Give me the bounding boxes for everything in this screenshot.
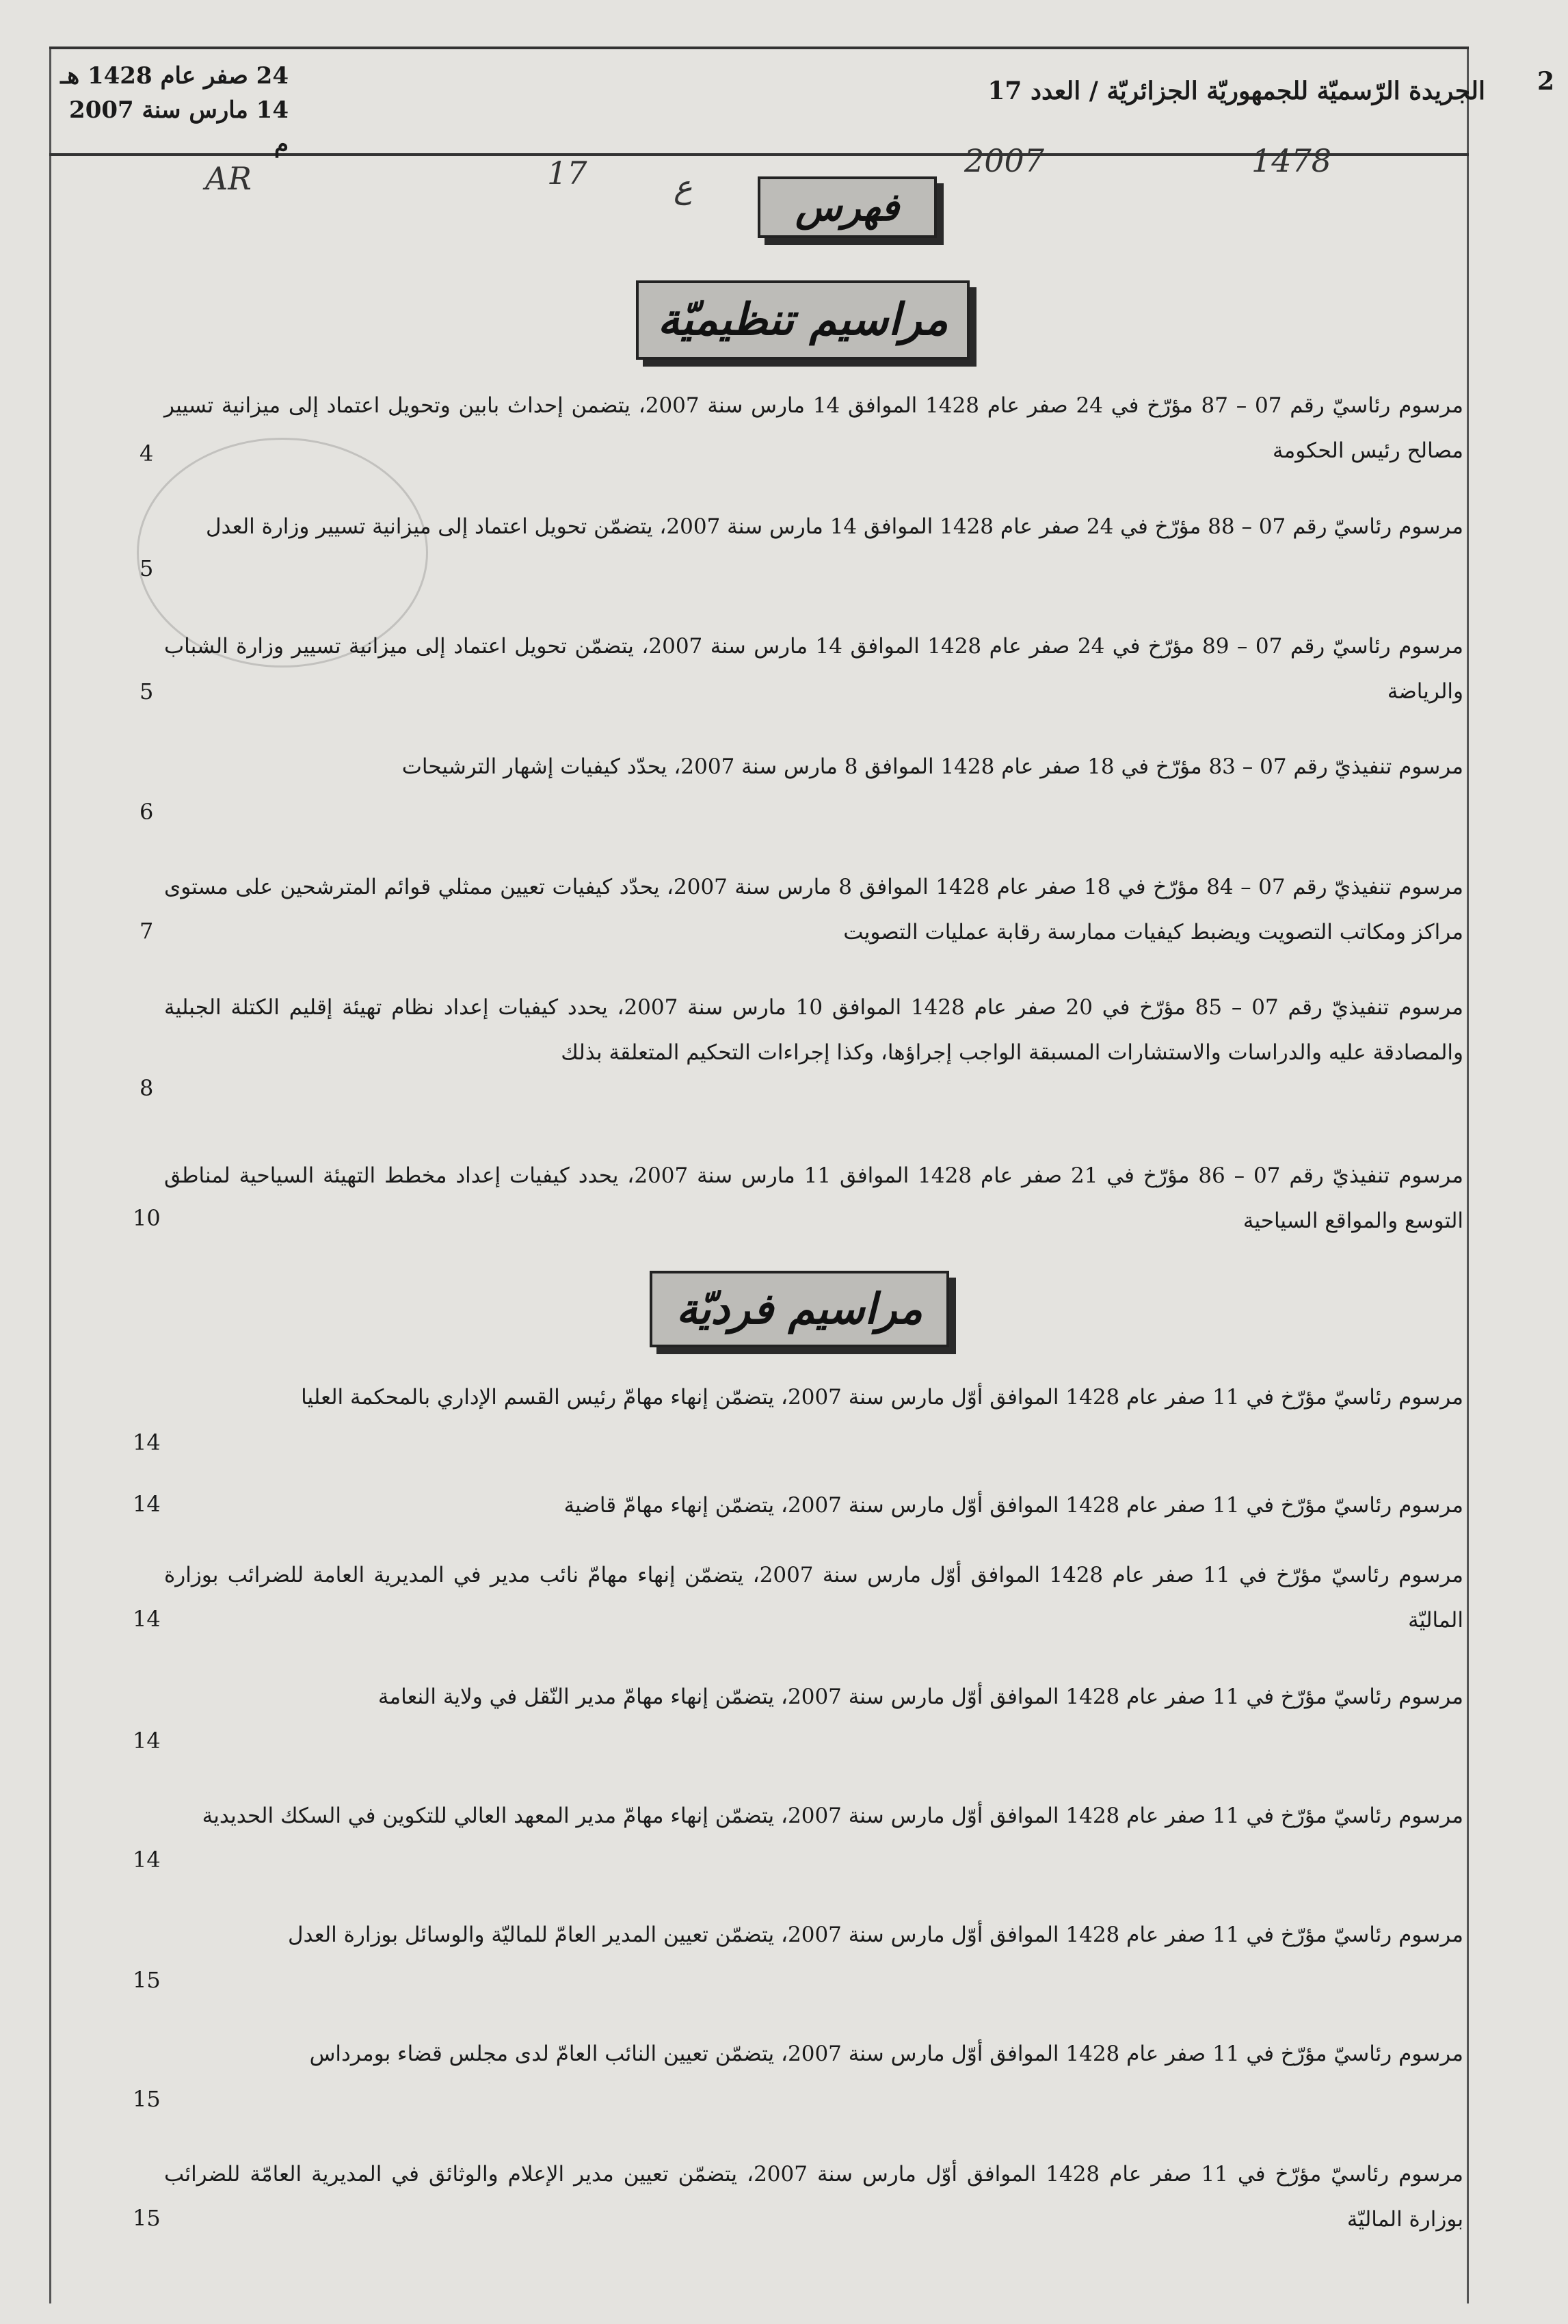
entry-page-number: 15 xyxy=(133,2086,161,2112)
header-date xyxy=(49,59,289,161)
entry-page-number: 15 xyxy=(133,1967,161,1993)
entry-text: مرسوم رئاسيّ مؤرّخ في 11 صفر عام 1428 الموافق أوّل مارس سنة 2007، يتضمّن إنهاء مهامّ قاضية xyxy=(563,1493,1463,1518)
header-date-hijri: 24 صفر عام 1428 هـ xyxy=(60,62,289,90)
entry-page-number: 15 xyxy=(133,2205,161,2231)
entry-text: مرسوم رئاسيّ رقم 07 – 87 مؤرّخ في 24 صفر عام 1428 الموافق 14 مارس سنة 2007، يتضمن إحداث بابين وتحويل اعتماد إلى ميزانية تسيير مصالح رئيس الحكومة xyxy=(164,393,1463,463)
entry-text: مرسوم رئاسيّ مؤرّخ في 11 صفر عام 1428 الموافق أوّل مارس سنة 2007، يتضمّن إنهاء مهامّ مدير المعهد العالي للتكوين في السكك الحديدية xyxy=(202,1804,1463,1828)
toc-entry[interactable] xyxy=(164,504,1463,549)
entry-text: مرسوم رئاسيّ مؤرّخ في 11 صفر عام 1428 الموافق أوّل مارس سنة 2007، يتضمّن تعيين النائب العامّ لدى مجلس قضاء بومرداس xyxy=(309,2042,1463,2066)
toc-entry[interactable] xyxy=(164,383,1463,473)
entry-page-number: 7 xyxy=(139,918,154,944)
toc-entry[interactable] xyxy=(164,1483,1463,1528)
handwritten-issue: 17 xyxy=(547,155,587,192)
entry-page-number: 10 xyxy=(133,1205,161,1231)
toc-entry[interactable] xyxy=(164,1674,1463,1719)
entry-page-number: 8 xyxy=(139,1075,154,1101)
toc-entry[interactable] xyxy=(164,1153,1463,1243)
entry-text: مرسوم تنفيذيّ رقم 07 – 85 مؤرّخ في 20 صفر عام 1428 الموافق 10 مارس سنة 2007، يحدد كيفيات إعداد نظام تهيئة إقليم الكتلة الجبلية والمصادقة عليه والدراسات والاستشارات المسبقة الواجب إجراؤها، وكذا إجراءات التحكيم المتعلقة بذلك xyxy=(164,995,1463,1065)
toc-entry[interactable] xyxy=(164,2152,1463,2242)
entry-text: مرسوم تنفيذيّ رقم 07 – 86 مؤرّخ في 21 صفر عام 1428 الموافق 11 مارس سنة 2007، يحدد كيفيات إعداد مخطط التهيئة السياحية لمناطق التوسع والمواقع السياحية xyxy=(164,1163,1464,1233)
entry-text: مرسوم رئاسيّ مؤرّخ في 11 صفر عام 1428 الموافق أوّل مارس سنة 2007، يتضمّن إنهاء مهامّ نائب مدير في المديرية العامة للضرائب بوزارة الماليّة xyxy=(164,1563,1463,1633)
entry-text: مرسوم رئاسيّ مؤرّخ في 11 صفر عام 1428 الموافق أوّل مارس سنة 2007، يتضمّن تعيين مدير الإعلام والوثائق في المديرية العامّة للضرائب بوزارة الماليّة xyxy=(164,2162,1463,2232)
entry-text: مرسوم رئاسيّ رقم 07 – 88 مؤرّخ في 24 صفر عام 1428 الموافق 14 مارس سنة 2007، يتضمّن تحويل اعتماد إلى ميزانية تسيير وزارة العدل xyxy=(205,514,1463,539)
entry-page-number: 14 xyxy=(133,1606,161,1632)
entry-text: مرسوم رئاسيّ مؤرّخ في 11 صفر عام 1428 الموافق أوّل مارس سنة 2007، يتضمّن إنهاء مهامّ مدير النّقل في ولاية النعامة xyxy=(377,1685,1463,1709)
handwritten-number: 1478 xyxy=(1251,142,1332,179)
handwritten-year: 2007 xyxy=(964,142,1045,179)
toc-entry[interactable] xyxy=(164,744,1463,789)
handwritten-letter: ع xyxy=(674,168,693,205)
header-date-gregorian: 14 مارس سنة 2007 م xyxy=(69,96,289,158)
header-title: الجريدة الرّسميّة للجمهوريّة الجزائريّة / العدد 17 xyxy=(987,77,1485,105)
entry-page-number: 14 xyxy=(133,1491,161,1517)
page-header xyxy=(49,47,1485,158)
entry-text: مرسوم رئاسيّ مؤرّخ في 11 صفر عام 1428 الموافق أوّل مارس سنة 2007، يتضمّن إنهاء مهامّ رئيس القسم الإداري بالمحكمة العليا xyxy=(301,1385,1463,1410)
entry-page-number: 5 xyxy=(139,678,154,704)
toc-entry[interactable] xyxy=(164,864,1463,955)
regulatory-decrees-title: مراسيم تنظيميّة xyxy=(636,280,970,360)
toc-entry[interactable] xyxy=(164,985,1463,1075)
entry-page-number: 14 xyxy=(133,1847,161,1873)
handwritten-code: AR xyxy=(205,160,252,197)
toc-entry[interactable] xyxy=(164,2031,1463,2076)
entry-text: مرسوم تنفيذيّ رقم 07 – 83 مؤرّخ في 18 صفر عام 1428 الموافق 8 مارس سنة 2007، يحدّد كيفيات إشهار الترشيحات xyxy=(401,754,1463,779)
toc-entry[interactable] xyxy=(164,1553,1463,1643)
entry-page-number: 4 xyxy=(139,440,154,466)
entry-page-number: 14 xyxy=(133,1728,161,1754)
entry-page-number: 14 xyxy=(133,1429,161,1455)
individual-decrees-title: مراسيم فرديّة xyxy=(650,1271,949,1347)
toc-entry[interactable] xyxy=(164,624,1463,714)
index-title: فهرس xyxy=(758,176,937,238)
entry-page-number: 6 xyxy=(139,799,154,825)
toc-entry[interactable] xyxy=(164,1375,1463,1420)
toc-entry[interactable] xyxy=(164,1793,1463,1838)
entry-text: مرسوم رئاسيّ مؤرّخ في 11 صفر عام 1428 الموافق أوّل مارس سنة 2007، يتضمّن تعيين المدير العامّ للماليّة والوسائل بوزارة العدل xyxy=(287,1923,1463,1947)
toc-entry[interactable] xyxy=(164,1912,1463,1957)
entry-text: مرسوم تنفيذيّ رقم 07 – 84 مؤرّخ في 18 صفر عام 1428 الموافق 8 مارس سنة 2007، يحدّد كيفيات تعيين ممثلي قوائم المترشحين على مستوى مراكز ومكاتب التصويت ويضبط كيفيات ممارسة رقابة عمليات التصويت xyxy=(164,875,1463,945)
entry-page-number: 5 xyxy=(139,555,154,581)
page-number: 2 xyxy=(1537,67,1554,96)
entry-text: مرسوم رئاسيّ رقم 07 – 89 مؤرّخ في 24 صفر عام 1428 الموافق 14 مارس سنة 2007، يتضمّن تحويل اعتماد إلى ميزانية تسيير وزارة الشباب والرياضة xyxy=(164,634,1463,704)
